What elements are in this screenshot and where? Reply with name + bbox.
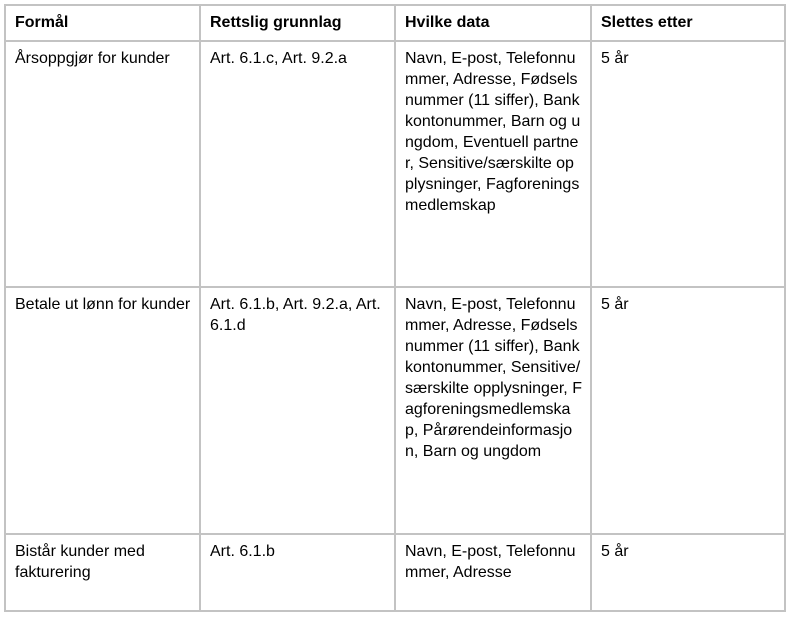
- table-row: [5, 534, 785, 611]
- cell-data-types: Navn, E-post, Telefonnummer, Adresse: [395, 534, 591, 611]
- table-row: [5, 287, 785, 534]
- cell-purpose: Betale ut lønn for kunder: [5, 287, 200, 534]
- cell-retention: 5 år: [591, 41, 785, 287]
- table-row: [5, 41, 785, 287]
- cell-data-types: Navn, E-post, Telefonnummer, Adresse, Fødselsnummer (11 siffer), Bankkontonummer, Sensitive/særskilte opplysninger, Fagforeningsmedlemskap, Pårørendeinformasjon, Barn og ungdom: [395, 287, 591, 534]
- header-row: [5, 5, 785, 41]
- header-purpose: Formål: [5, 5, 200, 41]
- cell-retention: 5 år: [591, 287, 785, 534]
- cell-legal-basis: Art. 6.1.c, Art. 9.2.a: [200, 41, 395, 287]
- data-processing-table: [4, 4, 786, 612]
- cell-retention: 5 år: [591, 534, 785, 611]
- cell-purpose: Bistår kunder med fakturering: [5, 534, 200, 611]
- header-retention: Slettes etter: [591, 5, 785, 41]
- cell-legal-basis: Art. 6.1.b, Art. 9.2.a, Art. 6.1.d: [200, 287, 395, 534]
- header-data-types: Hvilke data: [395, 5, 591, 41]
- header-legal-basis: Rettslig grunnlag: [200, 5, 395, 41]
- table-container: [4, 4, 786, 612]
- cell-purpose: Årsoppgjør for kunder: [5, 41, 200, 287]
- cell-data-types: Navn, E-post, Telefonnummer, Adresse, Fødselsnummer (11 siffer), Bankkontonummer, Barn og ungdom, Eventuell partner, Sensitive/særskilte opplysninger, Fagforeningsmedlemskap: [395, 41, 591, 287]
- cell-legal-basis: Art. 6.1.b: [200, 534, 395, 611]
